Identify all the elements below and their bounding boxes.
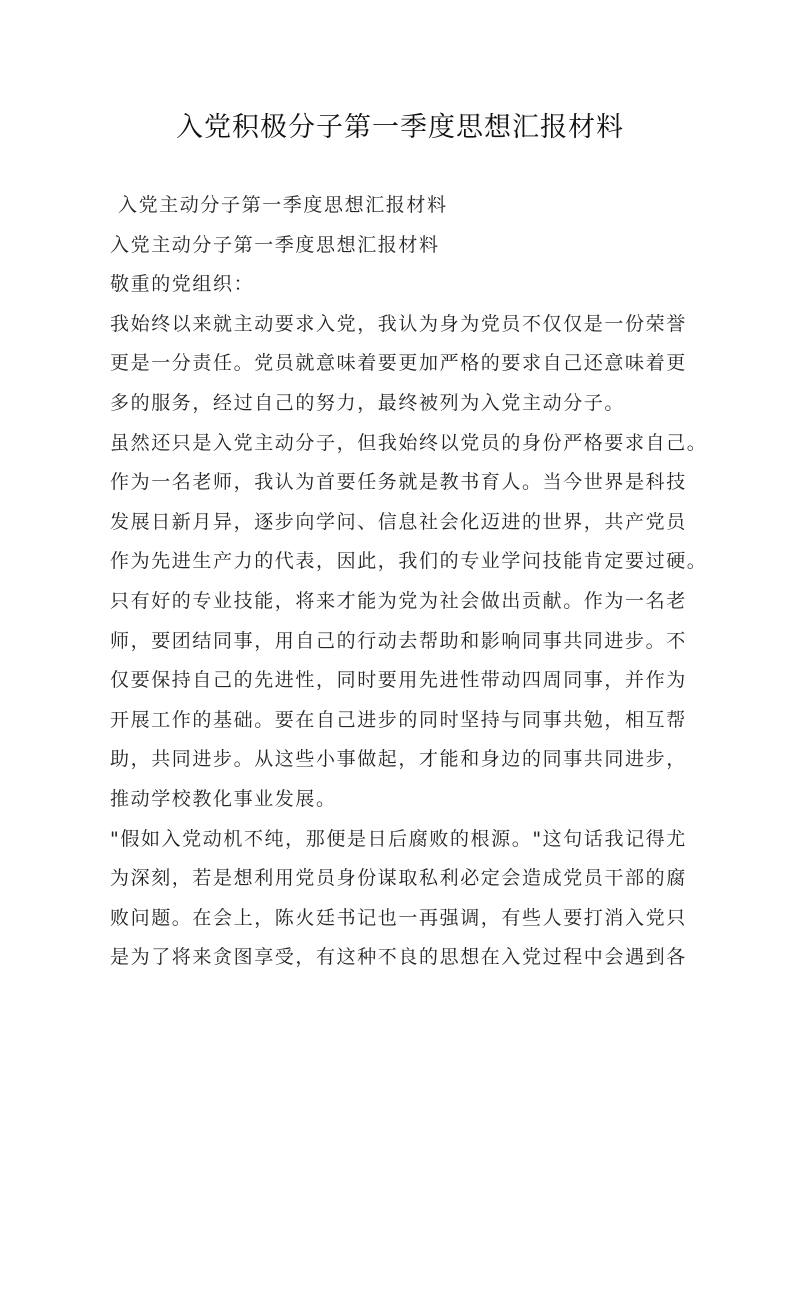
text-line: 助，共同进步。从这些小事做起，才能和身边的同事共同进步，: [110, 748, 687, 771]
text-line: 我始终以来就主动要求入党，我认为身为党员不仅仅是一份荣誉: [110, 312, 687, 335]
text-line: 开展工作的基础。要在自己进步的同时坚持与同事共勉，相互帮: [110, 708, 687, 731]
text-line: 入党主动分子第一季度思想汇报材料: [110, 233, 440, 256]
text-line: "假如入党动机不纯，那便是日后腐败的根源。"这句话我记得尤: [110, 827, 687, 850]
text-line: 多的服务，经过自己的努力，最终被列为入党主动分子。: [110, 391, 626, 414]
text-line: 更是一分责任。党员就意味着要更加严格的要求自己还意味着更: [110, 352, 687, 375]
text-line: 作为一名老师，我认为首要任务就是教书育人。当今世界是科技: [110, 471, 687, 494]
text-line: 入党主动分子第一季度思想汇报材料: [118, 194, 448, 216]
text-line: 作为先进生产力的代表，因此，我们的专业学问技能肯定要过硬。: [110, 550, 708, 573]
text-line: 推动学校教化事业发展。: [110, 787, 337, 810]
text-line: 虽然还只是入党主动分子，但我始终以党员的身份严格要求自己。: [110, 431, 708, 454]
document-title: 入党积极分子第一季度思想汇报材料: [176, 112, 624, 143]
text-line: 只有好的专业技能，将来才能为党为社会做出贡献。作为一名老: [110, 589, 687, 612]
document-body: [110, 186, 715, 978]
text-line: 为深刻，若是想利用党员身份谋取私利必定会造成党员干部的腐: [110, 867, 687, 890]
text-line: 师，要团结同事，用自己的行动去帮助和影响同事共同进步。不: [110, 629, 687, 652]
text-line: 发展日新月异，逐步向学问、信息社会化迈进的世界，共产党员: [110, 510, 687, 533]
text-line: 仅要保持自己的先进性，同时要用先进性带动四周同事，并作为: [110, 669, 687, 692]
text-line: 败问题。在会上，陈火廷书记也一再强调，有些人要打消入党只: [110, 906, 687, 929]
salutation: 敬重的党组织：: [110, 273, 255, 296]
text-line: 是为了将来贪图享受，有这种不良的思想在入党过程中会遇到各: [110, 946, 687, 969]
